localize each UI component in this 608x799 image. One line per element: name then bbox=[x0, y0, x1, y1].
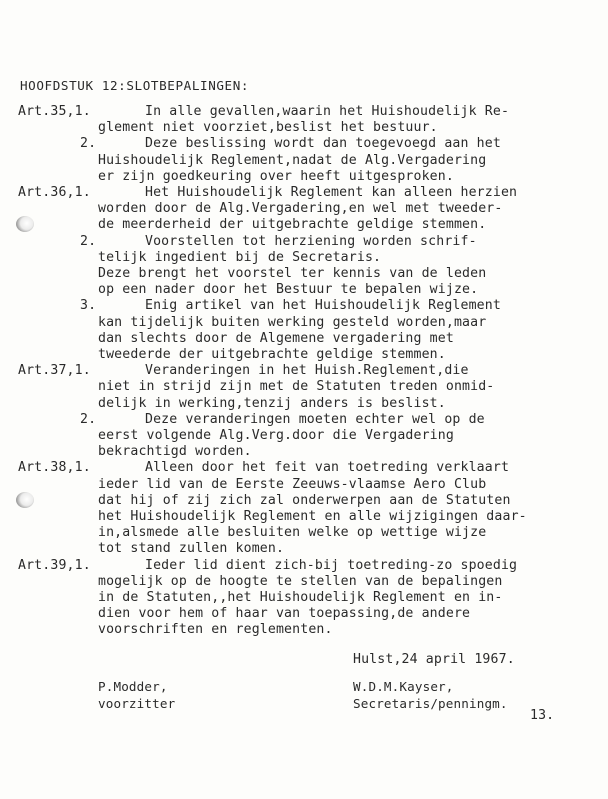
article-text-line: dien voor hem of haar van toepassing,de andere bbox=[98, 606, 471, 622]
article-text-line: op een nader door het Bestuur te bepalen wijze. bbox=[98, 282, 479, 298]
secretary-role: Secretaris/penningm. bbox=[353, 696, 508, 711]
article-number: Art.35,1. bbox=[18, 104, 91, 119]
article-text-line: dan slechts door de Algemene vergadering met bbox=[98, 330, 454, 346]
paragraph-number: 2. bbox=[80, 136, 97, 152]
article-text-line: het Huishoudelijk Reglement en alle wijzigingen daar- bbox=[98, 509, 527, 524]
paragraph-number: 2. bbox=[80, 233, 97, 249]
punch-hole bbox=[16, 492, 34, 508]
article-text-line: dat hij of zij zich zal onderwerpen aan de Statuten bbox=[98, 492, 511, 508]
paragraph-number: 3. bbox=[80, 298, 97, 314]
place-date: Hulst,24 april 1967. bbox=[353, 652, 515, 667]
article-text-line: glement niet voorziet,beslist het bestuur. bbox=[98, 120, 438, 136]
article-text-line: er zijn goedkeuring over heeft uitgesproken. bbox=[98, 168, 454, 184]
article-text-line: tweederde der uitgebrachte geldige stemmen. bbox=[98, 347, 446, 362]
article-number: Art.37,1. bbox=[18, 363, 91, 379]
chair-role: voorzitter bbox=[98, 696, 176, 711]
article-text-line: bekrachtigd worden. bbox=[98, 444, 252, 460]
article-text-line: Deze beslissing wordt dan toegevoegd aan het bbox=[145, 136, 501, 152]
article-text-line: kan tijdelijk buiten werking gesteld worden,maar bbox=[98, 314, 487, 330]
article-text-line: Alleen door het feit van toetreding verklaart bbox=[145, 460, 510, 476]
article-number: Art.39,1. bbox=[18, 557, 91, 573]
article-text-line: voorschriften en reglementen. bbox=[98, 622, 333, 638]
article-number: Art.36,1. bbox=[18, 185, 91, 200]
paragraph-number: 2. bbox=[80, 411, 97, 427]
article-text-line: de meerderheid der uitgebrachte geldige stemmen. bbox=[98, 217, 487, 233]
secretary-name: W.D.M.Kayser, bbox=[353, 679, 454, 694]
article-text-line: in de Statuten,,het Huishoudelijk Reglement en in- bbox=[98, 590, 503, 605]
chair-name: P.Modder, bbox=[98, 679, 168, 694]
article-text-line: worden door de Alg.Vergadering,en wel met tweeder- bbox=[98, 201, 503, 217]
chapter-heading: HOOFDSTUK 12:SLOTBEPALINGEN: bbox=[20, 78, 250, 93]
article-text-line: Voorstellen tot herziening worden schrif- bbox=[145, 233, 477, 249]
article-text-line: Huishoudelijk Reglement,nadat de Alg.Vergadering bbox=[98, 152, 487, 168]
article-text-line: ieder lid van de Eerste Zeeuws-vlaamse Aero Club bbox=[98, 476, 487, 492]
page-number: 13. bbox=[530, 708, 555, 723]
article-text-line: eerst volgende Alg.Verg.door die Vergadering bbox=[98, 428, 454, 443]
article-text-line: in,alsmede alle besluiten welke op wettige wijze bbox=[98, 525, 487, 541]
article-text-line: telijk ingedient bij de Secretaris. bbox=[98, 249, 382, 265]
article-text-line: Enig artikel van het Huishoudelijk Reglement bbox=[145, 298, 501, 314]
punch-hole bbox=[16, 216, 34, 232]
article-text-line: In alle gevallen,waarin het Huishoudelijk Re- bbox=[145, 104, 510, 119]
article-text-line: mogelijk op de hoogte te stellen van de bepalingen bbox=[98, 573, 503, 589]
article-text-line: Deze veranderingen moeten echter wel op de bbox=[145, 411, 485, 427]
article-number: Art.38,1. bbox=[18, 460, 91, 476]
article-text-line: Het Huishoudelijk Reglement kan alleen herzien bbox=[145, 185, 518, 200]
article-text-line: delijk in werking,tenzij anders is beslist. bbox=[98, 395, 446, 411]
article-text-line: Ieder lid dient zich-bij toetreding-zo spoedig bbox=[145, 557, 518, 573]
article-text-line: Veranderingen in het Huish.Reglement,die bbox=[145, 363, 469, 379]
article-text-line: Deze brengt het voorstel ter kennis van de leden bbox=[98, 266, 487, 281]
article-text-line: tot stand zullen komen. bbox=[98, 541, 285, 557]
article-text-line: niet in strijd zijn met de Statuten treden onmid- bbox=[98, 379, 495, 395]
